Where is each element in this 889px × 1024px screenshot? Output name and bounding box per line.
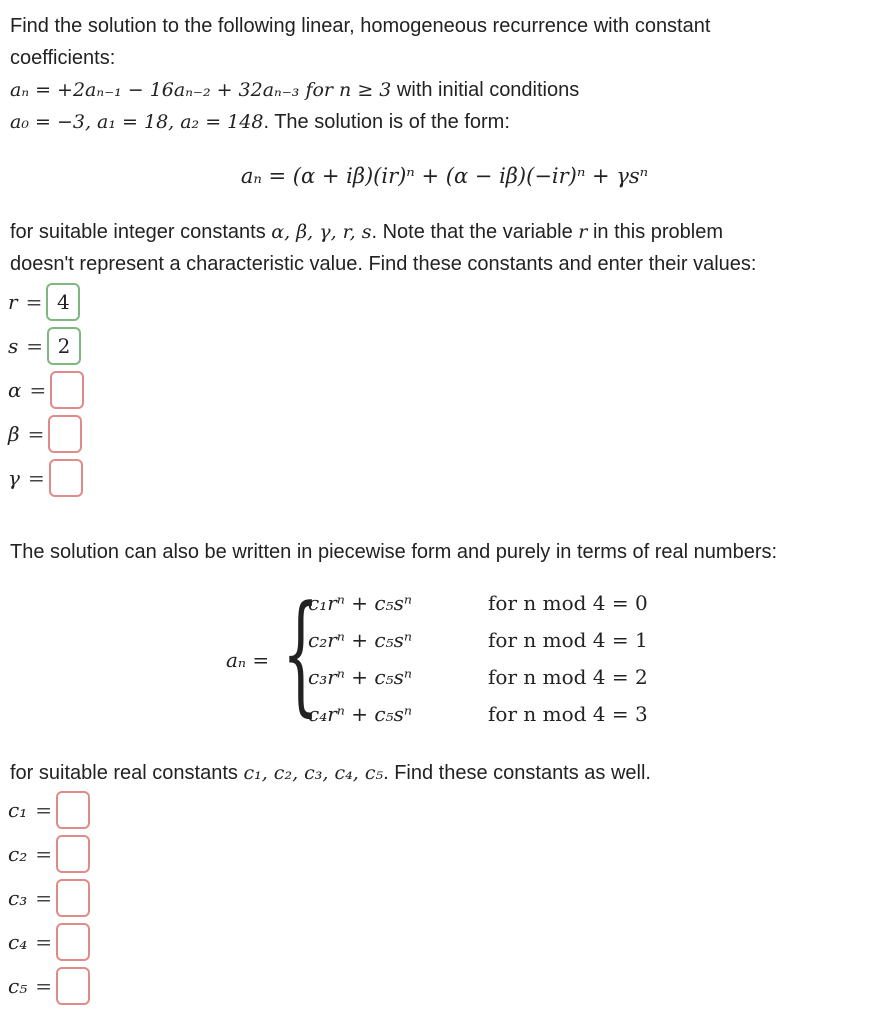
- answer-label: r: [8, 290, 18, 314]
- piecewise-brace: {: [282, 577, 320, 729]
- initial-conditions-label: with initial conditions: [391, 79, 580, 101]
- initial-conditions: a₀ = −3, a₁ = 18, a₂ = 148: [10, 111, 264, 133]
- piecewise-expr-0: c₁rⁿ + c₅sⁿ: [308, 591, 412, 615]
- piecewise-lhs: aₙ =: [226, 648, 270, 672]
- solution-formula: aₙ = (α + iβ)(ir)ⁿ + (α − iβ)(−ir)ⁿ + γsⁿ: [240, 164, 649, 188]
- piecewise-intro: The solution can also be written in piecewise form and purely in terms of real numbers:: [10, 541, 778, 563]
- problem-line-2: coefficients:: [10, 47, 116, 69]
- piecewise-cond-0: for n mod 4 = 0: [488, 591, 648, 615]
- piecewise-expr-3: c₄rⁿ + c₅sⁿ: [308, 702, 412, 726]
- answer-label: s: [8, 334, 19, 358]
- answer-input-alpha[interactable]: [50, 371, 84, 409]
- answer-input-c3[interactable]: [56, 879, 90, 917]
- constants-list: α, β, γ, r, s: [271, 221, 372, 243]
- answer-label: c₅: [8, 974, 28, 998]
- problem-line-4: [10, 106, 510, 138]
- answer-row-s: s = 2: [8, 326, 81, 366]
- answer-label: α: [8, 378, 22, 402]
- piecewise-cond-3: for n mod 4 = 3: [488, 702, 648, 726]
- answer-row-c5: c₅ =: [8, 966, 90, 1006]
- answer-input-c2[interactable]: [56, 835, 90, 873]
- answer-row-c4: c₄ =: [8, 922, 90, 962]
- piecewise-cond-2: for n mod 4 = 2: [488, 665, 648, 689]
- answer-row-r: r = 4: [8, 282, 80, 322]
- answer-label: c₁: [8, 798, 28, 822]
- answer-input-beta[interactable]: [48, 415, 82, 453]
- real-constants-line: for suitable real constants c₁, c₂, c₃, c₄, c₅. Find these constants as well.: [10, 762, 651, 784]
- answer-label: c₃: [8, 886, 28, 910]
- answer-input-c4[interactable]: [56, 923, 90, 961]
- answer-row-c3: c₃ =: [8, 878, 90, 918]
- piecewise-expr-2: c₃rⁿ + c₅sⁿ: [308, 665, 412, 689]
- solution-form-label: . The solution is of the form:: [263, 111, 510, 133]
- piecewise-expr-1: c₂rⁿ + c₅sⁿ: [308, 628, 412, 652]
- answer-input-gamma[interactable]: [49, 459, 83, 497]
- answer-label: β: [8, 422, 20, 446]
- problem-line-3: [10, 74, 579, 106]
- problem-line-1: Find the solution to the following linear, homogeneous recurrence with constant: [10, 15, 711, 37]
- answer-row-beta: β =: [8, 414, 82, 454]
- answer-row-c1: c₁ =: [8, 790, 90, 830]
- answer-label: c₂: [8, 842, 28, 866]
- real-constants-list: c₁, c₂, c₃, c₄, c₅: [243, 762, 384, 784]
- answer-row-c2: c₂ =: [8, 834, 90, 874]
- answer-input-r[interactable]: 4: [46, 283, 80, 321]
- answer-label: γ: [8, 466, 20, 490]
- answer-row-alpha: α =: [8, 370, 84, 410]
- answer-input-s[interactable]: 2: [47, 327, 81, 365]
- answer-input-c5[interactable]: [56, 967, 90, 1005]
- answer-input-c1[interactable]: [56, 791, 90, 829]
- answer-row-gamma: γ =: [8, 458, 83, 498]
- constants-line-2: doesn't represent a characteristic value. Find these constants and enter their values:: [10, 253, 757, 275]
- recurrence-relation: aₙ = +2aₙ₋₁ − 16aₙ₋₂ + 32aₙ₋₃ for n ≥ 3: [10, 79, 392, 101]
- answer-label: c₄: [8, 930, 28, 954]
- variable-r: r: [578, 221, 588, 243]
- piecewise-cond-1: for n mod 4 = 1: [488, 628, 648, 652]
- constants-line-1: for suitable integer constants α, β, γ, r, s. Note that the variable r in this problem: [10, 221, 724, 243]
